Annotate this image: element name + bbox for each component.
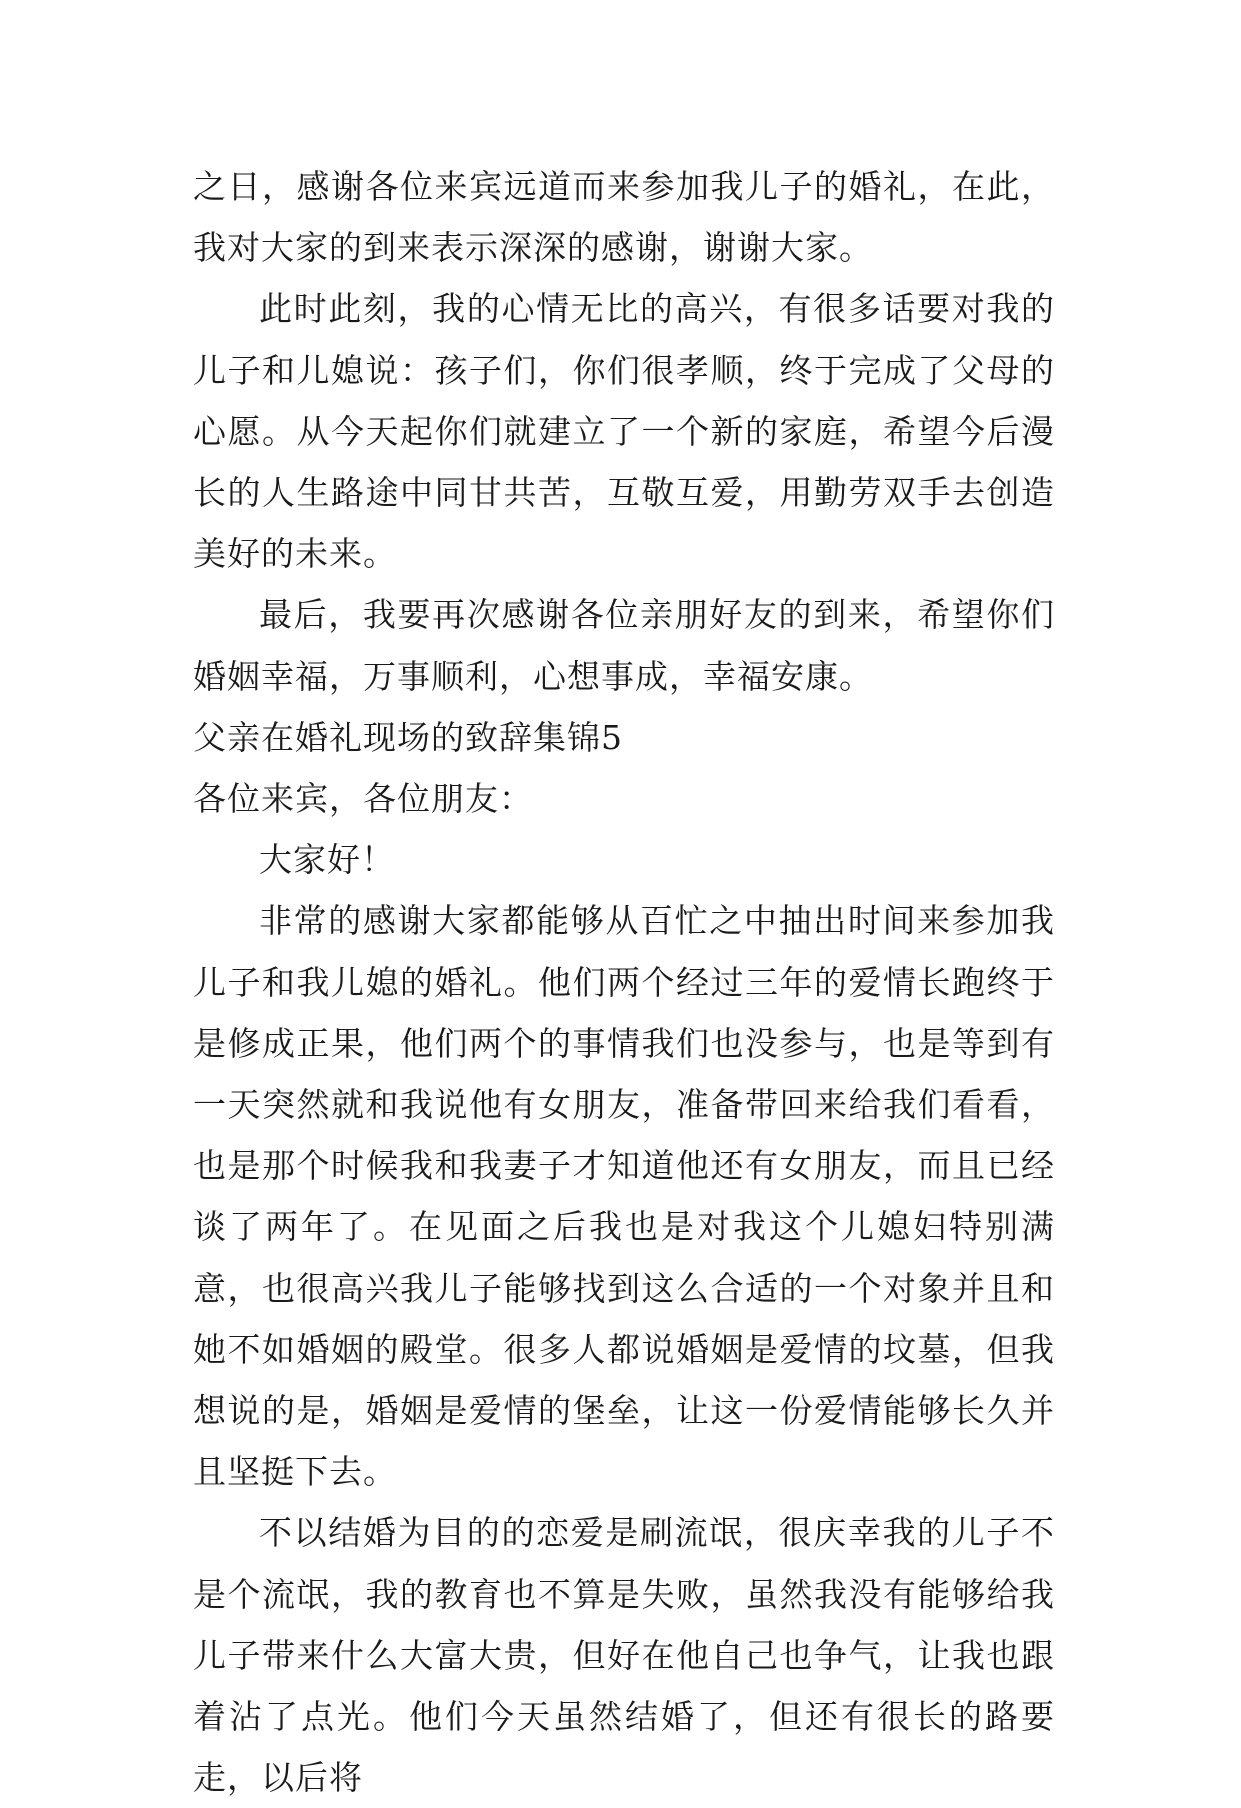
section-heading: 父亲在婚礼现场的致辞集锦5	[193, 717, 623, 757]
document-body	[193, 156, 1055, 1808]
greeting: 大家好！	[259, 840, 395, 880]
paragraph-thanks-attendance: 非常的感谢大家都能够从百忙之中抽出时间来参加我儿子和我儿媳的婚礼。他们两个经过三年的爱情长跑终于是修成正果，他们两个的事情我们也没参与，也是等到有一天突然就和我说他有女朋友，准备带回来给我们看看，也是那个时候我和我妻子才知道他还有女朋友，而且已经谈了两年了。在见面之后我也是对我这个儿媳妇特别满意，也很高兴我儿子能够找到这么合适的一个对象并且和她不如婚姻的殿堂。很多人都说婚姻是爱情的坟墓，但我想说的是，婚姻是爱情的堡垒，让这一份爱情能够长久并且坚挺下去。	[193, 901, 1055, 1492]
salutation: 各位来宾，各位朋友：	[193, 779, 533, 819]
paragraph-wishes-to-couple: 此时此刻，我的心情无比的高兴，有很多话要对我的儿子和儿媳说：孩子们，你们很孝顺，终于完成了父母的心愿。从今天起你们就建立了一个新的家庭，希望今后漫长的人生路途中同甘共苦，互敬互爱，用勤劳双手去创造美好的未来。	[193, 289, 1055, 574]
paragraph-son-reflection: 不以结婚为目的的恋爱是刷流氓，很庆幸我的儿子不是个流氓，我的教育也不算是失败，虽然我没有能够给我儿子带来什么大富大贵，但好在他自己也争气，让我也跟着沾了点光。他们今天虽然结婚了，但还有很长的路要走，以后将	[193, 1513, 1055, 1798]
paragraph-closing-thanks: 之日，感谢各位来宾远道而来参加我儿子的婚礼，在此，我对大家的到来表示深深的感谢，谢谢大家。	[193, 167, 1055, 268]
paragraph-final-thanks: 最后，我要再次感谢各位亲朋好友的到来，希望你们婚姻幸福，万事顺利，心想事成，幸福安康。	[193, 595, 1055, 696]
